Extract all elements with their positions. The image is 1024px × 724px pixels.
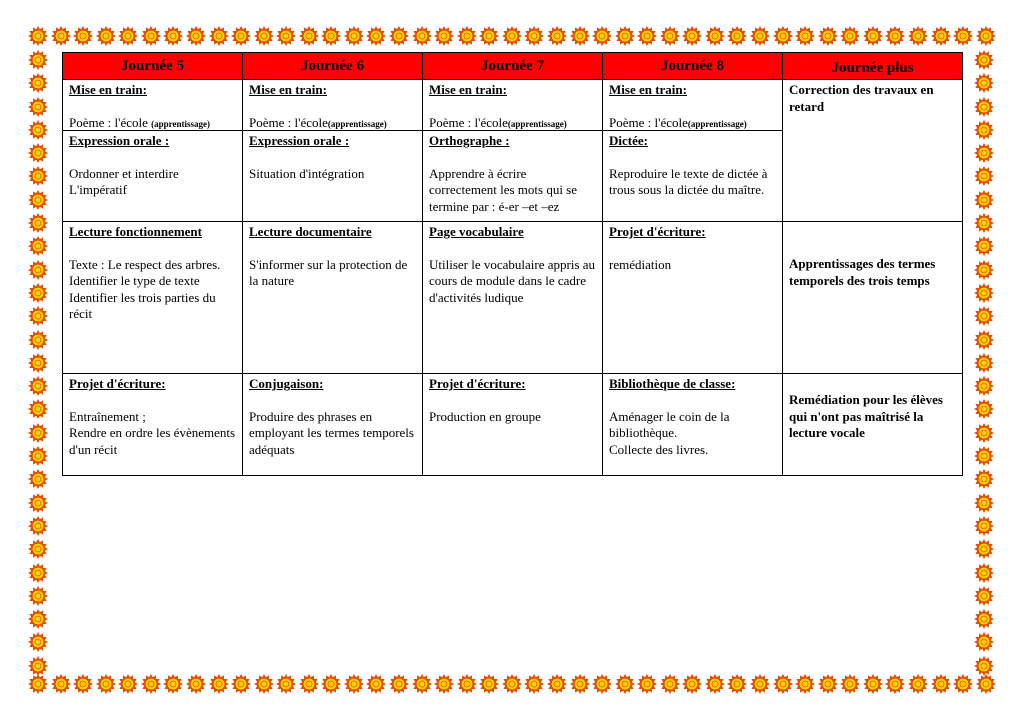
sun-icon [28, 423, 48, 443]
sun-icon [141, 674, 161, 694]
sun-icon [457, 674, 477, 694]
cell-journee-7-rowA [423, 80, 603, 222]
sun-icon [163, 26, 183, 46]
cell-journee-plus-rowA [783, 80, 963, 222]
section-title: Bibliothèque de classe: [609, 376, 736, 391]
table-row [63, 80, 963, 222]
sun-icon [615, 26, 635, 46]
sun-icon [28, 632, 48, 652]
cell-journee-8-rowB [603, 222, 783, 374]
sun-icon [457, 26, 477, 46]
sun-icon [547, 674, 567, 694]
section-title: Mise en train: [609, 82, 687, 97]
cell-journee-5-rowC [63, 374, 243, 476]
sun-icon [28, 236, 48, 256]
sun-icon [28, 190, 48, 210]
section-text: Entraînement ; Rendre en ordre les évènements d'un récit [69, 408, 236, 457]
sun-icon [931, 26, 951, 46]
sun-icon [28, 493, 48, 513]
cell-journee-7-rowC [423, 374, 603, 476]
section-title: Projet d'écriture: [69, 376, 166, 391]
sun-icon [28, 674, 48, 694]
sun-icon [818, 26, 838, 46]
cell-journee-8-rowC [603, 374, 783, 476]
cell-journee-8-rowA [603, 80, 783, 222]
decorative-border-bottom [28, 674, 996, 696]
sun-icon [908, 674, 928, 694]
cell-journee-plus-rowB [783, 222, 963, 374]
section-title: Orthographe : [429, 133, 510, 148]
plus-text: Correction des travaux en retard [789, 82, 934, 114]
sun-icon [615, 674, 635, 694]
sun-icon [953, 26, 973, 46]
sun-icon [209, 674, 229, 694]
mise-en-train-block [63, 80, 242, 131]
section-text: Apprendre à écrire correctement les mots qui se termine par : é-er –et –ez [429, 165, 578, 214]
section-text: S'informer sur la protection de la nature [249, 256, 408, 288]
planning-table [62, 52, 963, 476]
sun-icon [974, 166, 994, 186]
sun-icon [96, 26, 116, 46]
sun-icon [254, 26, 274, 46]
sun-icon [28, 50, 48, 70]
sun-icon [974, 330, 994, 350]
sun-icon [974, 376, 994, 396]
cell-journee-plus-rowC [783, 374, 963, 476]
section-title: Conjugaison: [249, 376, 324, 391]
sun-icon [974, 586, 994, 606]
sun-icon [974, 73, 994, 93]
sun-icon [479, 674, 499, 694]
sun-icon [974, 563, 994, 583]
cell-journee-5-rowB [63, 222, 243, 374]
poeme-text: Poème : l'école [249, 114, 328, 130]
header-journee-7: Journée 7 [423, 53, 603, 80]
sun-icon [28, 306, 48, 326]
sun-icon [28, 376, 48, 396]
sun-icon [908, 26, 928, 46]
decorative-border-left [28, 50, 50, 676]
sun-icon [727, 26, 747, 46]
cell-journee-5-rowA [63, 80, 243, 222]
sun-icon [974, 423, 994, 443]
sun-icon [321, 26, 341, 46]
sun-icon [73, 26, 93, 46]
plus-text: Remédiation pour les élèves qui n'ont pas maîtrisé la lecture vocale [789, 392, 943, 440]
sun-icon [186, 674, 206, 694]
sun-icon [209, 26, 229, 46]
section-text: Production en groupe [429, 408, 541, 424]
sun-icon [276, 26, 296, 46]
sun-icon [660, 674, 680, 694]
section-block [243, 131, 422, 221]
poeme-text: Poème : l'école [609, 114, 688, 130]
section-text: Reproduire le texte de dictée à trous sous la dictée du maître. [609, 165, 768, 197]
sun-icon [344, 674, 364, 694]
sun-icon [840, 26, 860, 46]
sun-icon [863, 674, 883, 694]
sun-icon [321, 674, 341, 694]
sun-icon [434, 674, 454, 694]
cell-journee-7-rowB [423, 222, 603, 374]
sun-icon [885, 674, 905, 694]
section-text: Situation d'intégration [249, 165, 365, 181]
sun-icon [974, 120, 994, 140]
sun-icon [28, 469, 48, 489]
sun-icon [412, 26, 432, 46]
sun-icon [276, 674, 296, 694]
sun-icon [795, 26, 815, 46]
sun-icon [28, 516, 48, 536]
sun-icon [163, 674, 183, 694]
sun-icon [28, 539, 48, 559]
sun-icon [974, 50, 994, 70]
sun-icon [637, 674, 657, 694]
sun-icon [412, 674, 432, 694]
sun-icon [51, 26, 71, 46]
sun-icon [705, 674, 725, 694]
table-row [63, 374, 963, 476]
section-block [423, 131, 602, 221]
sun-icon [28, 120, 48, 140]
sun-icon [974, 97, 994, 117]
section-text: Aménager le coin de la bibliothèque. Collecte des livres. [609, 408, 730, 457]
sun-icon [750, 674, 770, 694]
sun-icon [974, 143, 994, 163]
section-title: Lecture fonctionnement [69, 224, 202, 239]
sun-icon [479, 26, 499, 46]
sun-icon [28, 563, 48, 583]
sun-icon [299, 26, 319, 46]
sun-icon [974, 353, 994, 373]
header-journee-plus: Journée plus [783, 53, 963, 80]
header-journee-6: Journée 6 [243, 53, 423, 80]
sun-icon [592, 26, 612, 46]
sun-icon [705, 26, 725, 46]
cell-journee-6-rowC [243, 374, 423, 476]
sun-icon [96, 674, 116, 694]
sun-icon [254, 674, 274, 694]
poeme-text: Poème : l'école [69, 114, 148, 130]
sun-icon [186, 26, 206, 46]
section-title: Projet d'écriture: [429, 376, 526, 391]
decorative-border-right [974, 50, 996, 676]
sun-icon [773, 26, 793, 46]
sun-icon [974, 213, 994, 233]
sun-icon [28, 656, 48, 676]
sun-icon [73, 674, 93, 694]
header-journee-5: Journée 5 [63, 53, 243, 80]
sun-icon [773, 674, 793, 694]
sun-icon [28, 330, 48, 350]
sun-icon [885, 26, 905, 46]
section-text: remédiation [609, 256, 672, 272]
sun-icon [727, 674, 747, 694]
sun-icon [118, 26, 138, 46]
sun-icon [28, 73, 48, 93]
sun-icon [974, 516, 994, 536]
sun-icon [299, 674, 319, 694]
sun-icon [931, 674, 951, 694]
section-text: Produire des phrases en employant les termes temporels adéquats [249, 408, 414, 457]
section-title: Dictée: [609, 133, 648, 148]
header-row [63, 53, 963, 80]
sun-icon [547, 26, 567, 46]
mise-en-train-block [243, 80, 422, 131]
sun-icon [141, 26, 161, 46]
sun-icon [974, 306, 994, 326]
sun-icon [231, 26, 251, 46]
sun-icon [366, 26, 386, 46]
section-text: Utiliser le vocabulaire appris au cours de module dans le cadre d'activités ludique [429, 256, 596, 305]
mise-en-train-block [603, 80, 782, 131]
sun-icon [570, 674, 590, 694]
sun-icon [976, 674, 996, 694]
sun-icon [28, 446, 48, 466]
sun-icon [524, 26, 544, 46]
sun-icon [51, 674, 71, 694]
sun-icon [974, 446, 994, 466]
sun-icon [818, 674, 838, 694]
sun-icon [974, 469, 994, 489]
table-row [63, 222, 963, 374]
header-journee-8: Journée 8 [603, 53, 783, 80]
sun-icon [592, 674, 612, 694]
section-title: Page vocabulaire [429, 224, 524, 239]
sun-icon [570, 26, 590, 46]
section-title: Mise en train: [69, 82, 147, 97]
sun-icon [974, 260, 994, 280]
sun-icon [28, 609, 48, 629]
sun-icon [118, 674, 138, 694]
sun-icon [974, 493, 994, 513]
section-title: Expression orale : [69, 133, 170, 148]
sun-icon [344, 26, 364, 46]
cell-journee-6-rowB [243, 222, 423, 374]
section-title: Projet d'écriture: [609, 224, 706, 239]
sun-icon [974, 236, 994, 256]
sun-icon [28, 26, 48, 46]
section-title: Expression orale : [249, 133, 350, 148]
sun-icon [750, 26, 770, 46]
sun-icon [28, 260, 48, 280]
section-title: Mise en train: [249, 82, 327, 97]
apprentissage-label: (apprentissage) [327, 118, 387, 129]
sun-icon [502, 674, 522, 694]
sun-icon [28, 586, 48, 606]
sun-icon [863, 26, 883, 46]
sun-icon [524, 674, 544, 694]
sun-icon [682, 26, 702, 46]
sun-icon [974, 632, 994, 652]
sun-icon [28, 143, 48, 163]
apprentissage-label: (apprentissage) [151, 118, 210, 129]
sun-icon [28, 283, 48, 303]
apprentissage-label: (apprentissage) [687, 118, 747, 129]
decorative-border-top [28, 26, 996, 48]
sun-icon [974, 609, 994, 629]
section-title: Lecture documentaire [249, 224, 372, 239]
mise-en-train-block [423, 80, 602, 131]
sun-icon [976, 26, 996, 46]
sun-icon [28, 399, 48, 419]
sun-icon [974, 539, 994, 559]
plus-text: Apprentissages des termes temporels des trois temps [789, 256, 936, 288]
section-block [603, 131, 782, 221]
sun-icon [974, 283, 994, 303]
sun-icon [660, 26, 680, 46]
sun-icon [502, 26, 522, 46]
sun-icon [953, 674, 973, 694]
sun-icon [840, 674, 860, 694]
section-block [63, 131, 242, 221]
poeme-text: Poème : l'école [429, 114, 508, 130]
sun-icon [28, 353, 48, 373]
sun-icon [231, 674, 251, 694]
section-text: Ordonner et interdire L'impératif [69, 165, 179, 197]
sun-icon [28, 213, 48, 233]
sun-icon [974, 656, 994, 676]
sun-icon [366, 674, 386, 694]
sun-icon [28, 97, 48, 117]
sun-icon [434, 26, 454, 46]
section-text: Texte : Le respect des arbres. Identifier le type de texte Identifier les trois parties du récit [69, 256, 221, 321]
sun-icon [389, 26, 409, 46]
sun-icon [389, 674, 409, 694]
cell-journee-6-rowA [243, 80, 423, 222]
sun-icon [974, 399, 994, 419]
sun-icon [682, 674, 702, 694]
sun-icon [795, 674, 815, 694]
sun-icon [637, 26, 657, 46]
apprentissage-label: (apprentissage) [507, 118, 567, 129]
sun-icon [28, 166, 48, 186]
sun-icon [974, 190, 994, 210]
section-title: Mise en train: [429, 82, 507, 97]
